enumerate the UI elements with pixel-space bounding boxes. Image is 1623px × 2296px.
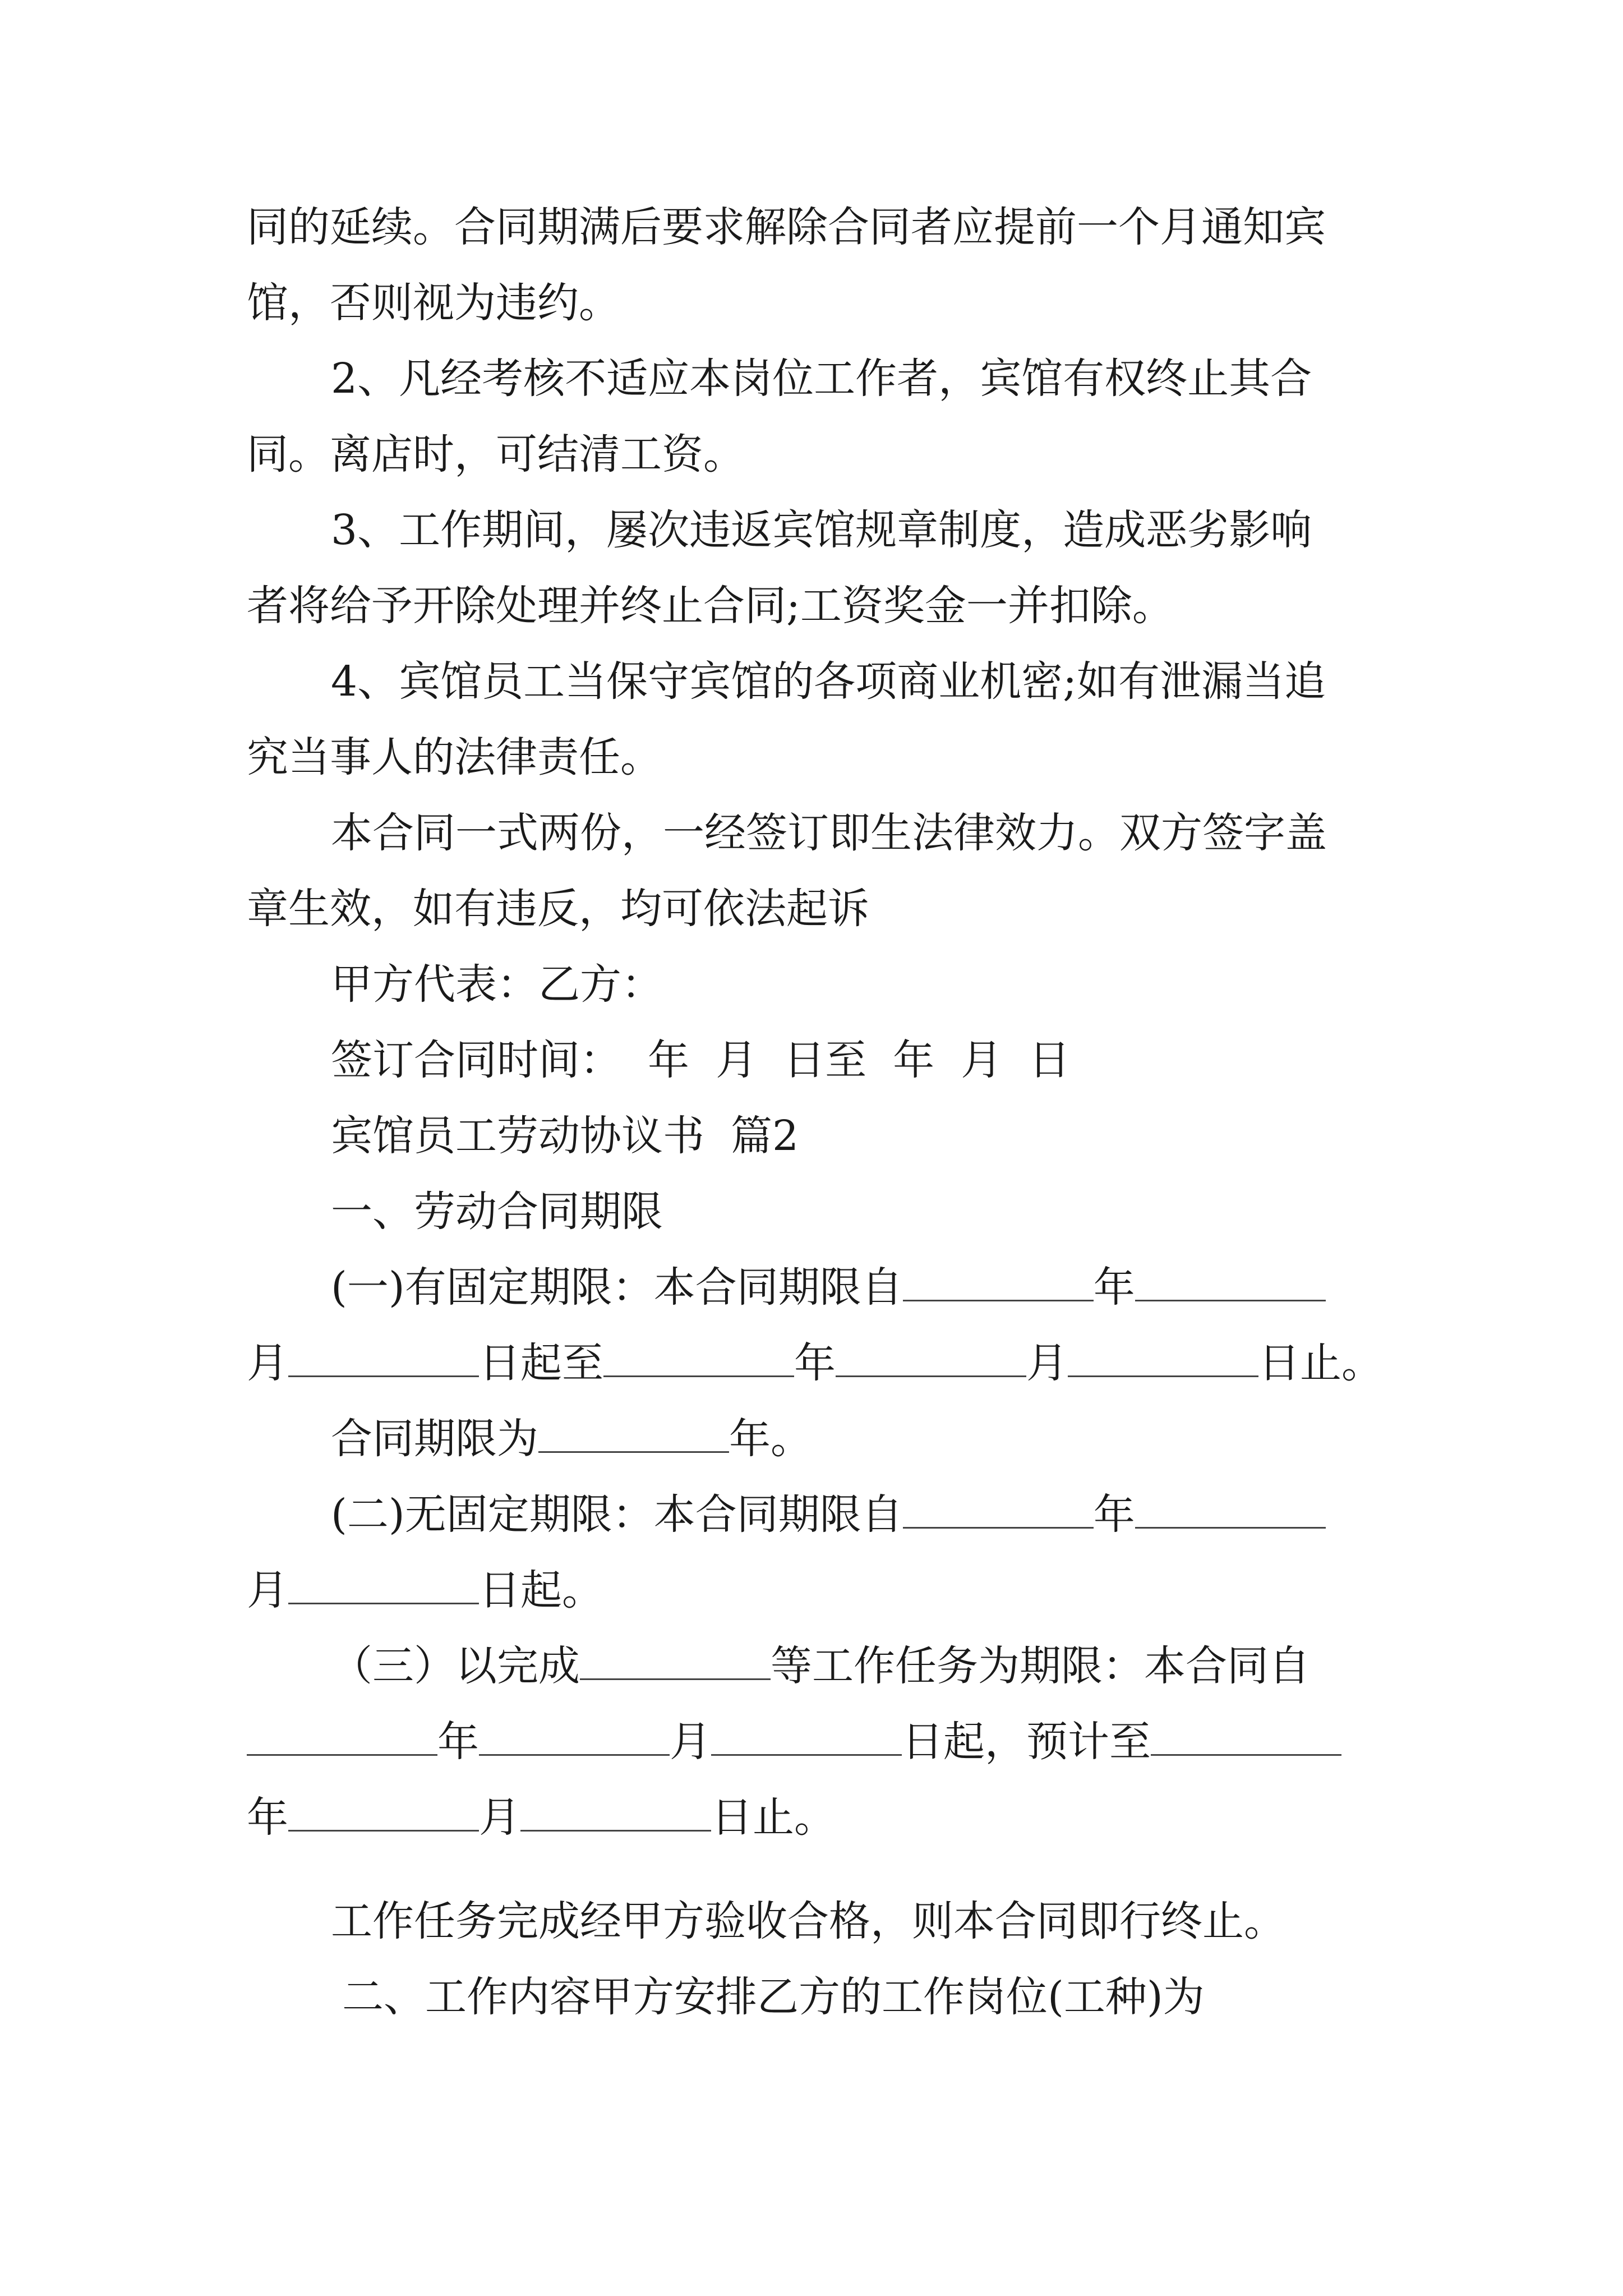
fill-text: 日起。 xyxy=(479,1566,603,1614)
blank-field[interactable] xyxy=(580,1639,771,1680)
fill-text: 日止。 xyxy=(711,1793,836,1842)
fill-line xyxy=(331,1635,1623,1697)
fill-line xyxy=(247,1787,1623,1848)
text-line: 本合同一式两份，一经签订即生法律效力。双方签字盖 xyxy=(331,809,1327,857)
fill-text: 年。 xyxy=(729,1415,812,1463)
text-line: 3、工作期间，屡次违返宾馆规章制度，造成恶劣影响 xyxy=(331,506,1312,554)
blank-field[interactable] xyxy=(247,1715,437,1756)
fill-line xyxy=(247,1559,1623,1621)
fill-line xyxy=(331,1257,1623,1318)
fill-text: 年 xyxy=(1093,1490,1135,1539)
fill-text: 年 xyxy=(1093,1263,1135,1312)
fill-text: 月 xyxy=(1026,1339,1068,1387)
text-line: 者将给予开除处理并终止合同;工资奖金一并扣除。 xyxy=(247,582,1174,630)
blank-field[interactable] xyxy=(903,1488,1094,1529)
blank-field[interactable] xyxy=(1135,1488,1326,1529)
fill-text: 等工作任务为期限：本合同自 xyxy=(771,1642,1310,1690)
fill-line xyxy=(331,1484,1623,1545)
fill-text: 月 xyxy=(247,1566,288,1614)
fill-text: 年 xyxy=(794,1339,836,1387)
blank-field[interactable] xyxy=(479,1715,670,1756)
text-line: 同。离店时，可结清工资。 xyxy=(247,430,745,478)
fill-text: 日止。 xyxy=(1258,1339,1383,1387)
blank-field[interactable] xyxy=(711,1715,902,1756)
fill-text: 年 xyxy=(437,1718,479,1766)
text-line: 二、工作内容甲方安排乙方的工作岗位(工种)为 xyxy=(342,1973,1205,2021)
text-line: 馆，否则视为违约。 xyxy=(247,279,620,327)
fill-line xyxy=(247,1332,1623,1394)
fill-text: 合同期限为 xyxy=(331,1415,538,1463)
blank-field[interactable] xyxy=(603,1336,794,1377)
blank-field[interactable] xyxy=(836,1336,1026,1377)
fill-text: (二)无固定期限：本合同期限自 xyxy=(331,1490,903,1539)
text-line: 4、宾馆员工当保守宾馆的各项商业机密;如有泄漏当追 xyxy=(331,657,1326,706)
fill-line xyxy=(331,1408,1623,1470)
text-line: 工作任务完成经甲方验收合格，则本合同即行终止。 xyxy=(331,1897,1285,1945)
text-line: 2、凡经考核不适应本岗位工作者，宾馆有权终止其合 xyxy=(331,355,1312,403)
fill-text: 年 xyxy=(247,1793,288,1842)
blank-field[interactable] xyxy=(288,1791,479,1832)
blank-field[interactable] xyxy=(903,1260,1094,1301)
text-line: 一、劳动合同期限 xyxy=(331,1188,663,1236)
fill-text: (一)有固定期限：本合同期限自 xyxy=(331,1263,903,1312)
blank-field[interactable] xyxy=(1151,1715,1341,1756)
text-line: 章生效，如有违反，均可依法起诉 xyxy=(247,885,869,933)
blank-field[interactable] xyxy=(538,1412,729,1453)
fill-text: 日起，预计至 xyxy=(902,1718,1151,1766)
blank-field[interactable] xyxy=(1068,1336,1258,1377)
blank-field[interactable] xyxy=(288,1336,479,1377)
blank-field[interactable] xyxy=(288,1563,479,1604)
text-line: 甲方代表：乙方： xyxy=(331,960,663,1009)
blank-field[interactable] xyxy=(520,1791,711,1832)
fill-text: 日起至 xyxy=(479,1339,603,1387)
fill-text: （三）以完成 xyxy=(331,1642,580,1690)
signing-date-line: 签订合同时间： 年 月 日至 年 月 日 xyxy=(331,1036,1071,1084)
fill-line xyxy=(247,1711,1623,1773)
fill-text: 月 xyxy=(670,1718,711,1766)
text-line: 同的延续。合同期满后要求解除合同者应提前一个月通知宾 xyxy=(247,203,1326,251)
text-line: 究当事人的法律责任。 xyxy=(247,733,662,781)
fill-text: 月 xyxy=(479,1793,520,1842)
blank-field[interactable] xyxy=(1135,1260,1326,1301)
section-heading: 宾馆员工劳动协议书 篇2 xyxy=(331,1112,799,1160)
fill-text: 月 xyxy=(247,1339,288,1387)
